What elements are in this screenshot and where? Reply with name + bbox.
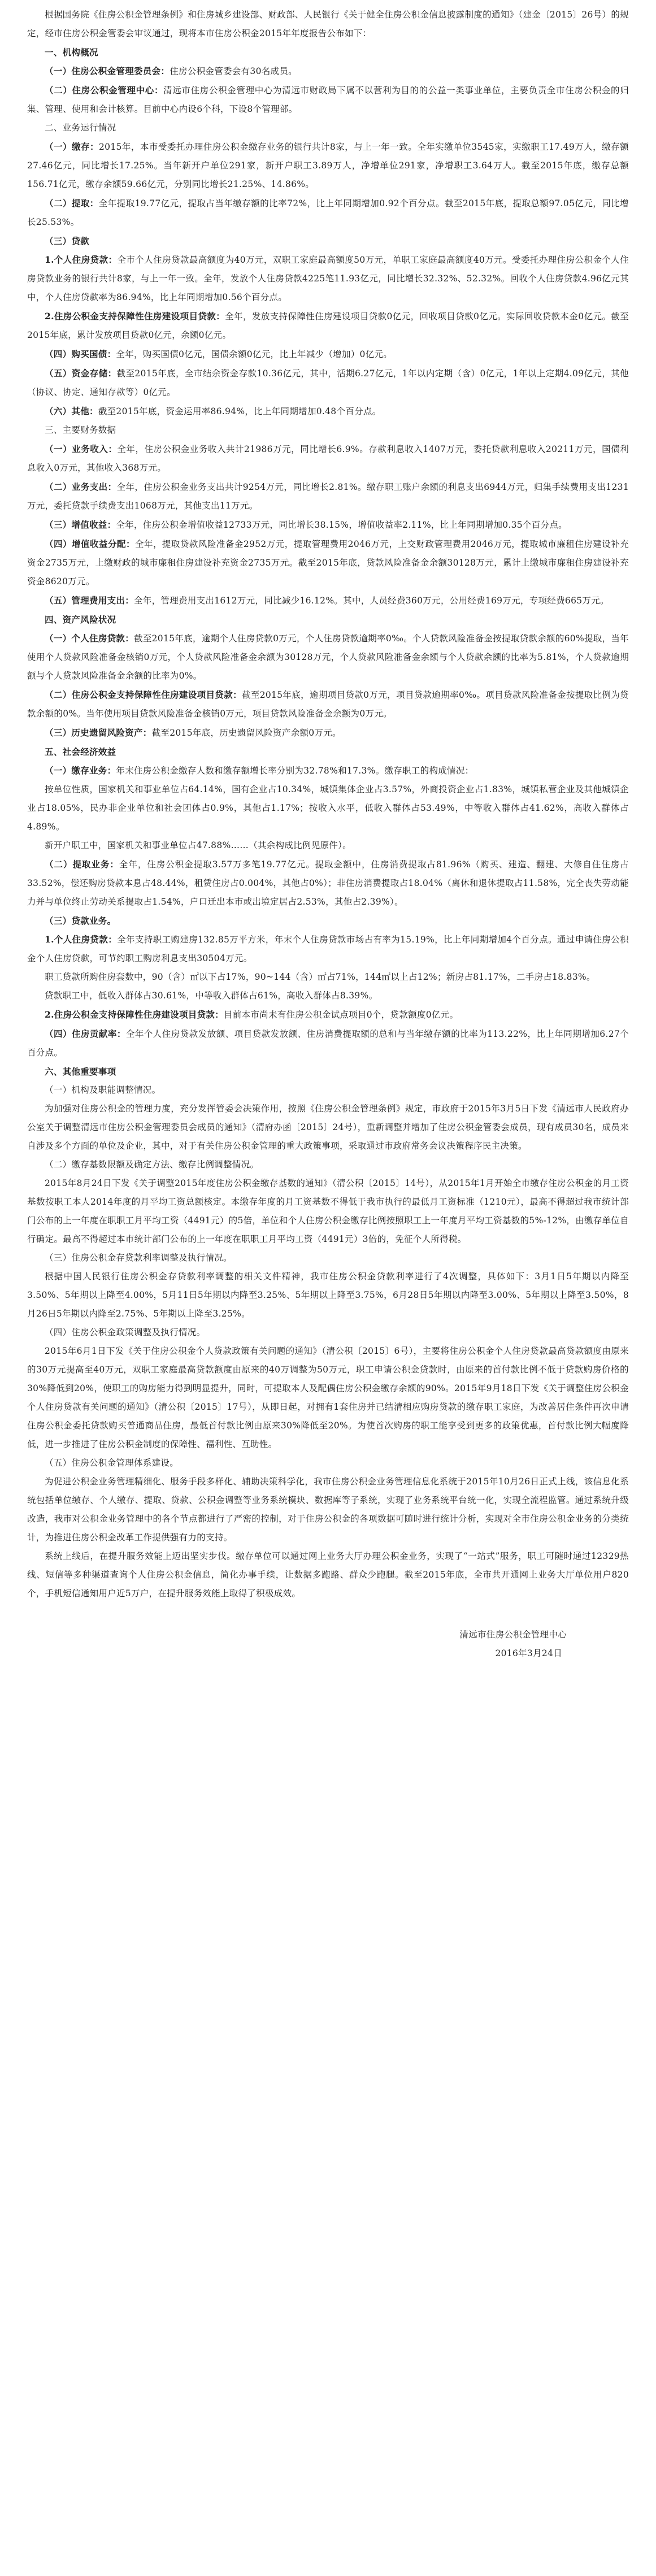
s6-5-heading: （五）住房公积金管理体系建设。 <box>45 1458 179 1468</box>
s5-4-label: （四）住房贡献率： <box>45 1028 126 1039</box>
s5-3-1-text: 全年支持职工购建房132.85万平方米，年末个人住房贷款市场占有率为15.19%，比上年同期增加4个百分点。通过申请住房公积金个人住房贷款，可节约职工购房利息支出30504万元。 <box>27 935 629 963</box>
s5-3-1-label: 1.个人住房贷款： <box>45 934 118 945</box>
s6-1-paragraph: 为加强对住房公积金的管理力度，充分发挥管委会决策作用，按照《住房公积金管理条例》规定，市政府于2015年3月5日下发《清远市人民政府办公室关于调整清远市住房公积金管理委员会成员的通知》（清府办函〔2015〕24号），重新调整并增加了住房公积金管委会成员，现有成员30名，成员来自涉及多个方面的单位及企业，其中，对于有关住房公积金管理的重大政策事项，采取通过市政府常务会议决策程序民主决策。 <box>27 1104 629 1151</box>
s3-5-paragraph <box>27 591 629 610</box>
s2-3-2-paragraph <box>27 307 629 345</box>
section-4-heading: 四、资产风险状况 <box>45 614 116 625</box>
s5-2-paragraph <box>27 855 629 911</box>
s4-1-label: （一）个人住房贷款： <box>45 633 134 644</box>
s4-2-label: （二）住房公积金支持保障性住房建设项目贷款： <box>45 689 242 700</box>
section-6-heading: 六、其他重要事项 <box>45 1066 116 1077</box>
s6-6-paragraph: 系统上线后，在提升服务效能上迈出坚实步伐。缴存单位可以通过网上业务大厅办理公积金业务，实现了“一站式”服务，职工可随时通过12329热线、短信等多种渠道查询个人住房公积金信息，简化办事手续，让数据多跑路、群众少跑腿。截至2015年底，全市共开通网上业务大厅单位用户820个，手机短信通知用户近5万户，在提升服务效能上取得了积极成效。 <box>27 1551 629 1598</box>
s3-1-text: 全年，住房公积金业务收入共计21986万元，同比增长6.9%。存款利息收入1407万元，委托贷款利息收入20211万元，国债利息收入0万元，其他收入368万元。 <box>27 444 629 473</box>
s1-2-label: （二）住房公积金管理中心： <box>45 85 164 95</box>
s5-1-cont2-paragraph: 新开户职工中，国家机关和事业单位占47.88%……（其余构成比例见原件）。 <box>45 840 351 850</box>
s4-3-label: （三）历史遗留风险资产： <box>45 727 152 738</box>
s1-1-text: 住房公积金管委会有30名成员。 <box>170 66 297 76</box>
s2-2-text: 全年提取19.77亿元，提取占当年缴存额的比率72%，比上年同期增加0.92个百分点。截至2015年底，提取总额97.05亿元，同比增长25.53%。 <box>27 198 629 227</box>
s2-6-paragraph <box>27 402 629 421</box>
section-2-heading: 二、业务运行情况 <box>45 123 116 133</box>
s1-1-label: （一）住房公积金管理委员会： <box>45 66 170 76</box>
s3-3-paragraph <box>27 515 629 535</box>
s4-1-text: 截至2015年底，逾期个人住房贷款0万元，个人住房贷款逾期率0‰。个人贷款风险准备金按提取贷款余额的60%提取，当年使用个人贷款风险准备金核销0万元，个人贷款风险准备金余额为30128万元，个人贷款风险准备金余额与个人贷款余额的比率为5.81%，个人贷款逾期额与个人贷款风险准备金余额的比率为0%。 <box>27 633 629 681</box>
s6-2-heading: （二）缴存基数限额及确定方法、缴存比例调整情况。 <box>45 1159 259 1170</box>
signature-spacer <box>27 1603 629 1626</box>
s3-2-paragraph <box>27 477 629 515</box>
s6-2-paragraph: 2015年8月24日下发《关于调整2015年度住房公积金缴存基数的通知》（清公积〔2015〕14号），从2015年1月开始全市缴存住房公积金的月工资基数按职工本人2014年度的月平均工资总额核定。本缴存年度的月工资基数不得低于我市执行的最低月工资标准（1210元），最高不得超过我市统计部门公布的上一年度在职职工月平均工资（4491元）的5倍，单位和个人住房公积金缴存比例按照职工上一年度月平均工资基数的5%-12%，由缴存单位自行确定。最高不得超过本市统计部门公布的上一年度在职职工月平均工资（4491元）3倍的，免征个人所得税。 <box>27 1178 629 1244</box>
s2-6-label: （六）其他： <box>45 406 98 416</box>
s5-1-text: 年末住房公积金缴存人数和缴存额增长率分别为32.78%和17.3%。缴存职工的构成情况： <box>116 766 474 776</box>
s2-1-label: （一）缴存： <box>45 141 99 152</box>
s3-4-text: 全年，提取贷款风险准备金2952万元，提取管理费用2046万元，上交财政管理费用2046万元，提取城市廉租住房建设补充资金2735万元，上缴财政的城市廉租住房建设补充资金2735万元。截至2015年底，贷款风险准备金余额30128万元，累计上缴城市廉租住房建设补充资金8620万元。 <box>27 539 629 587</box>
s2-3-1-label: 1.个人住房贷款： <box>45 254 118 265</box>
report-date: 2016年3月24日 <box>495 1648 562 1658</box>
s2-3-1-paragraph <box>27 250 629 307</box>
s4-3-paragraph <box>27 723 629 742</box>
s3-1-paragraph <box>27 440 629 477</box>
s1-2-text: 清远市住房公积金管理中心为清远市财政局下属不以营利为目的的公益一类事业单位，主要负责全市住房公积金的归集、管理、使用和会计核算。目前中心内设6个科，下设8个管理部。 <box>27 85 629 114</box>
intro-paragraph: 根据国务院《住房公积金管理条例》和住房城乡建设部、财政部、人民银行《关于健全住房公积金信息披露制度的通知》（建金〔2015〕26号）的规定，经市住房公积金管委会审议通过，现将本市住房公积金2015年年度报告公布如下： <box>27 10 629 38</box>
s5-2-label: （二）提取业务： <box>45 859 119 870</box>
s4-3-text: 截至2015年底，历史遗留风险资产余额0万元。 <box>151 728 341 738</box>
s2-5-label: （五）资金存储： <box>45 368 117 379</box>
s3-2-text: 全年，住房公积金业务支出共计9254万元，同比增长2.81%。缴存职工账户余额的利息支出6944万元，归集手续费用支出1231万元，委托贷款手续费支出1068万元，其他支出11万元。 <box>27 482 629 511</box>
s5-3-heading: （三）贷款业务。 <box>45 915 116 926</box>
s5-3-2-text: 目前本市尚未有住房公积金试点项目0个，贷款额度0亿元。 <box>223 1010 459 1020</box>
s5-1-paragraph <box>27 761 629 780</box>
s5-3-1-cont-paragraph: 职工贷款所购住房套数中，90（含）㎡以下占17%，90~144（含）㎡占71%，144㎡以上占12%；新房占81.17%，二手房占18.83%。 <box>45 972 596 982</box>
s2-3-heading: （三）贷款 <box>45 236 90 246</box>
s1-1-paragraph <box>27 62 629 81</box>
s3-5-label: （五）管理费用支出： <box>45 595 134 606</box>
s2-3-2-label: 2.住房公积金支持保障性住房建设项目贷款： <box>45 311 225 322</box>
s5-3-1-paragraph <box>27 930 629 968</box>
s2-5-text: 截至2015年底，全市结余资金存款10.36亿元，其中，活期6.27亿元，1年以内定期（含）0亿元，1年以上定期4.09亿元，其他（协议、协定、通知存款等）0亿元。 <box>27 368 629 397</box>
s2-1-paragraph <box>27 137 629 194</box>
section-5-heading: 五、社会经济效益 <box>45 746 116 757</box>
s2-4-label: （四）购买国债： <box>45 349 116 359</box>
s2-5-paragraph <box>27 364 629 402</box>
s6-3-paragraph: 根据中国人民银行住房公积金存贷款利率调整的相关文件精神，我市住房公积金贷款利率进行了4次调整，具体如下：3月1日5年期以内降至3.50%、5年期以上降至4.00%，5月11日5年期以内降至3.25%、5年期以上降至3.75%，6月28日5年期以内降至3.00%、5年期以上降至3.50%，8月26日5年期以内降至2.75%、5年期以上降至3.25%。 <box>27 1271 629 1319</box>
s2-1-text: 2015年，本市受委托办理住房公积金缴存业务的银行共计8家，与上一年一致。全年实缴单位3545家，实缴职工17.49万人，缴存额27.46亿元，同比增长17.25%。当年新开户单位291家，新开户职工3.89万人，净增单位291家，净增职工3.64万人。截至2015年底，缴存总额156.71亿元，缴存余额59.66亿元，分别同比增长21.25%、14.86%。 <box>27 142 629 189</box>
s2-6-text: 截至2015年底，资金运用率86.94%，比上年同期增加0.48个百分点。 <box>98 406 381 416</box>
s2-3-1-text: 全市个人住房贷款最高额度为40万元，双职工家庭最高额度50万元，单职工家庭最高额度40万元。受委托办理住房公积金个人住房贷款业务的银行共计8家，与上一年一致。全年，发放个人住房贷款4225笔11.93亿元，同比增长32.32%、52.32%。回收个人住房贷款4.96亿元其中，个人住房贷款率为86.94%，比上年同期增加0.56个百分点。 <box>27 255 629 302</box>
s3-3-text: 全年，住房公积金增值收益12733万元，同比增长38.15%，增值收益率2.11%，比上年同期增加0.35个百分点。 <box>116 520 567 530</box>
s4-2-paragraph <box>27 685 629 723</box>
s3-4-paragraph <box>27 535 629 591</box>
section-3-heading: 三、主要财务数据 <box>45 425 116 435</box>
s6-1-heading: （一）机构及职能调整情况。 <box>45 1085 161 1095</box>
s2-2-label: （二）提取： <box>45 198 99 208</box>
s5-3-1-cont2-paragraph: 贷款职工中，低收入群体占30.61%，中等收入群体占61%，高收入群体占8.39%。 <box>45 991 378 1001</box>
s2-4-paragraph <box>27 345 629 364</box>
s5-2-text: 全年，住房公积金提取3.57万多笔19.77亿元。提取金额中，住房消费提取占81.96%（购买、建造、翻建、大修自住住房占33.52%，偿还购房贷款本息占48.44%，租赁住房占0.004%，其他占0%）；非住房消费提取占18.04%（离休和退休提取占11.58%，完全丧失劳动能力并与单位终止劳动关系提取占1.54%，户口迁出本市或出境定居占2.53%，其他占2.39%）。 <box>27 859 629 907</box>
s2-3-2-text: 全年，发放支持保障性住房建设项目贷款0亿元，回收项目贷款0亿元。实际回收贷款本金0亿元。截至2015年底，累计发放项目贷款0亿元，余额0亿元。 <box>27 311 629 340</box>
s5-1-label: （一）缴存业务： <box>45 765 116 776</box>
s5-3-2-label: 2.住房公积金支持保障性住房建设项目贷款： <box>45 1009 224 1020</box>
signature: 清远市住房公积金管理中心 <box>459 1630 567 1640</box>
s3-2-label: （二）业务支出： <box>45 481 117 492</box>
s3-4-label: （四）增值收益分配： <box>45 538 135 549</box>
s5-4-paragraph <box>27 1024 629 1062</box>
s3-1-label: （一）业务收入： <box>45 444 118 454</box>
s2-4-text: 全年，购买国债0亿元，国债余额0亿元，比上年减少（增加）0亿元。 <box>116 349 393 359</box>
s6-4-heading: （四）住房公积金政策调整及执行情况。 <box>45 1327 206 1337</box>
s3-3-label: （三）增值收益： <box>45 519 116 530</box>
s6-5-paragraph: 为促进公积金业务管理精细化、服务手段多样化、辅助决策科学化，我市住房公积金业务管理信息化系统于2015年10月26日正式上线，该信息化系统包括单位缴存、个人缴存、提取、贷款、公积金调整等业务系统模块、数据库等子系统，实现了业务系统平台统一化，实现全流程监管。通过系统升级改造，我市对公积金业务管理中的各个节点都进行了严密的控制，对于住房公积金的各项数据可随时进行统计分析，实现对全市住房公积金业务的分类统计，为推进住房公积金改革工作提供强有力的支持。 <box>27 1476 629 1543</box>
s6-3-heading: （三）住房公积金存贷款利率调整及执行情况。 <box>45 1253 232 1263</box>
s4-1-paragraph <box>27 629 629 685</box>
s5-3-2-paragraph <box>27 1005 629 1024</box>
s5-1-cont-paragraph: 按单位性质，国家机关和事业单位占64.14%，国有企业占10.34%，城镇集体企业占3.57%，外商投资企业占1.83%，城镇私营企业及其他城镇企业占18.05%，民办非企业单位和社会团体占0.9%，其他占1.17%；按收入水平，低收入群体占53.49%，中等收入群体占41.62%，高收入群体占4.89%。 <box>27 784 629 832</box>
s3-5-text: 全年，管理费用支出1612万元，同比减少16.12%。其中，人员经费360万元，公用经费169万元，专项经费665万元。 <box>134 596 609 606</box>
s2-2-paragraph <box>27 194 629 232</box>
s1-2-paragraph <box>27 81 629 119</box>
s5-4-text: 全年个人住房贷款发放额、项目贷款发放额、住房消费提取额的总和与当年缴存额的比率为113.22%，比上年同期增加6.27个百分点。 <box>27 1029 629 1058</box>
s6-4-paragraph: 2015年6月1日下发《关于住房公积金个人贷款政策有关问题的通知》（清公积〔2015〕6号），主要将住房公积金个人住房贷款最高贷款额度由原来的30万元提高至40万元，双职工家庭最高贷款额度由原来的40万调整为50万元，职工申请公积金贷款时，由原来的首付款比例不低于贷款购房价格的30%降低到20%，使职工的购房能力得到明显提升，同时，可提取本人及配偶住房公积金缴存余额的90%。2015年9月18日下发《关于调整住房公积金个人住房贷款有关问题的通知》（清公积〔2015〕17号），从即日起，对拥有1套住房并已结清相应购房贷款的缴存职工家庭，为改善居住条件再次申请住房公积金委托贷款购买普通商品住房，最低首付款比例由原来30%降低至20%。为使首次购房的职工能享受到更多的政策优惠，首付款比例大幅度降低，进一步推进了住房公积金制度的保障性、福利性、互助性。 <box>27 1346 629 1449</box>
s4-2-text: 截至2015年底，逾期项目贷款0万元，项目贷款逾期率0‰。项目贷款风险准备金按提取比例为贷款余额的0%。当年使用项目贷款风险准备金核销0万元，项目贷款风险准备金余额为0万元。 <box>27 690 629 719</box>
section-1-heading: 一、机构概况 <box>45 47 98 58</box>
